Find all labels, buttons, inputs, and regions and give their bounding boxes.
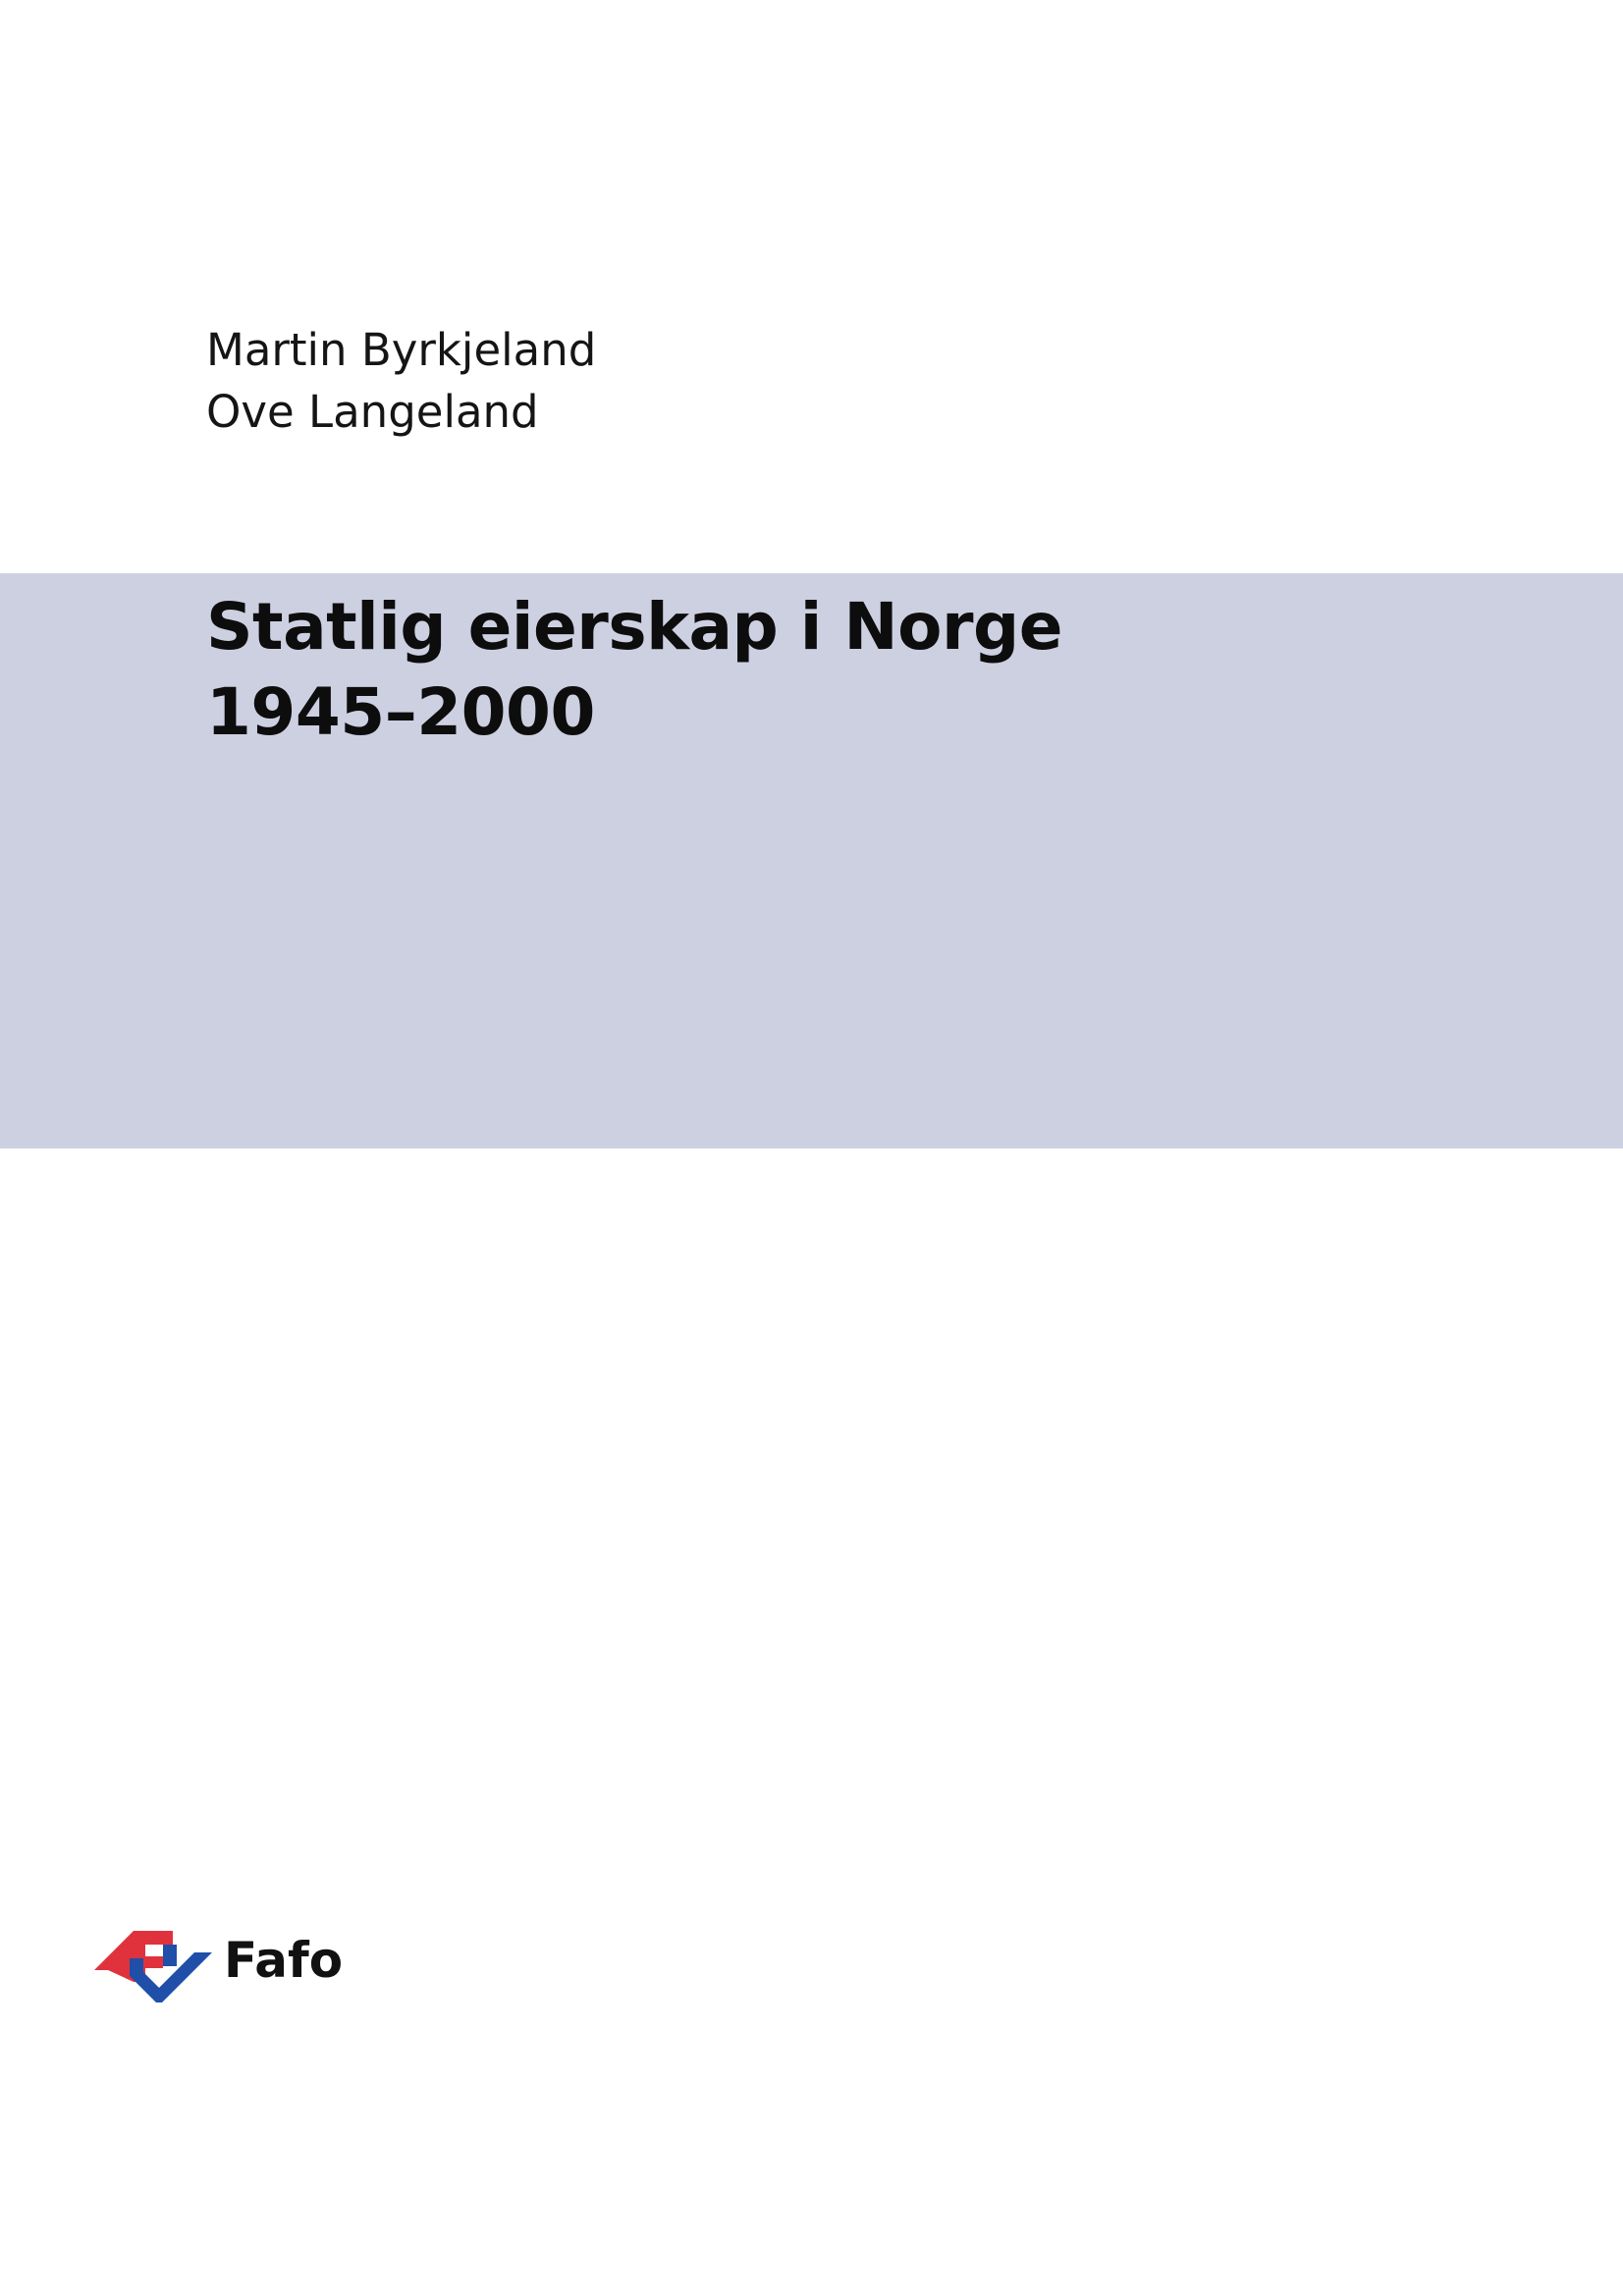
publisher-logo (94, 1919, 359, 2002)
publisher-name: Fafo (224, 1932, 344, 1989)
author-list (206, 319, 596, 443)
title-line-2: 1945–2000 (206, 674, 595, 750)
fafo-logo-icon (94, 1919, 222, 2002)
title-line-1: Statlig eierskap i Norge (206, 589, 1063, 665)
report-title (206, 584, 1062, 755)
author-name: Ove Langeland (206, 386, 539, 438)
author-name: Martin Byrkjeland (206, 324, 597, 376)
